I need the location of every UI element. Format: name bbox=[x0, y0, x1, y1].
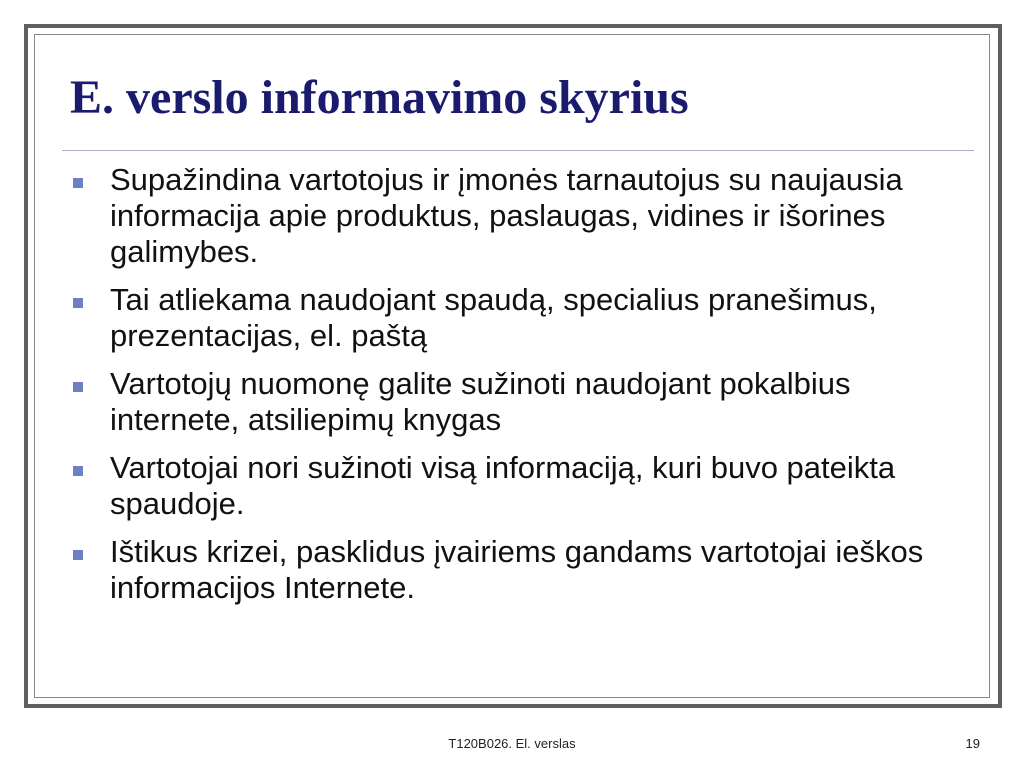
footer-course: T120B026. El. verslas bbox=[448, 736, 576, 751]
bullet-list bbox=[70, 162, 970, 618]
bullet-text: Tai atliekama naudojant spaudą, specialius pranešimus, prezentacijas, el. paštą bbox=[110, 282, 877, 353]
bullet-text: Supažindina vartotojus ir įmonės tarnautojus su naujausia informacija apie produktus, paslaugas, vidines ir išorines galimybes. bbox=[110, 162, 903, 269]
square-bullet-icon bbox=[73, 466, 83, 476]
bullet-item bbox=[70, 162, 970, 270]
page-number: 19 bbox=[965, 736, 980, 751]
bullet-item bbox=[70, 366, 970, 438]
bullet-item bbox=[70, 282, 970, 354]
bullet-text: Vartotojai nori sužinoti visą informaciją, kuri buvo pateikta spaudoje. bbox=[110, 450, 896, 521]
square-bullet-icon bbox=[73, 550, 83, 560]
square-bullet-icon bbox=[73, 298, 83, 308]
bullet-text: Ištikus krizei, pasklidus įvairiems gandams vartotojai ieškos informacijos Internete. bbox=[110, 534, 924, 605]
slide-title: E. verslo informavimo skyrius bbox=[70, 71, 689, 124]
square-bullet-icon bbox=[73, 382, 83, 392]
title-divider bbox=[62, 150, 974, 151]
bullet-item bbox=[70, 534, 970, 606]
bullet-item bbox=[70, 450, 970, 522]
bullet-text: Vartotojų nuomonę galite sužinoti naudojant pokalbius internete, atsiliepimų knygas bbox=[110, 366, 851, 437]
square-bullet-icon bbox=[73, 178, 83, 188]
